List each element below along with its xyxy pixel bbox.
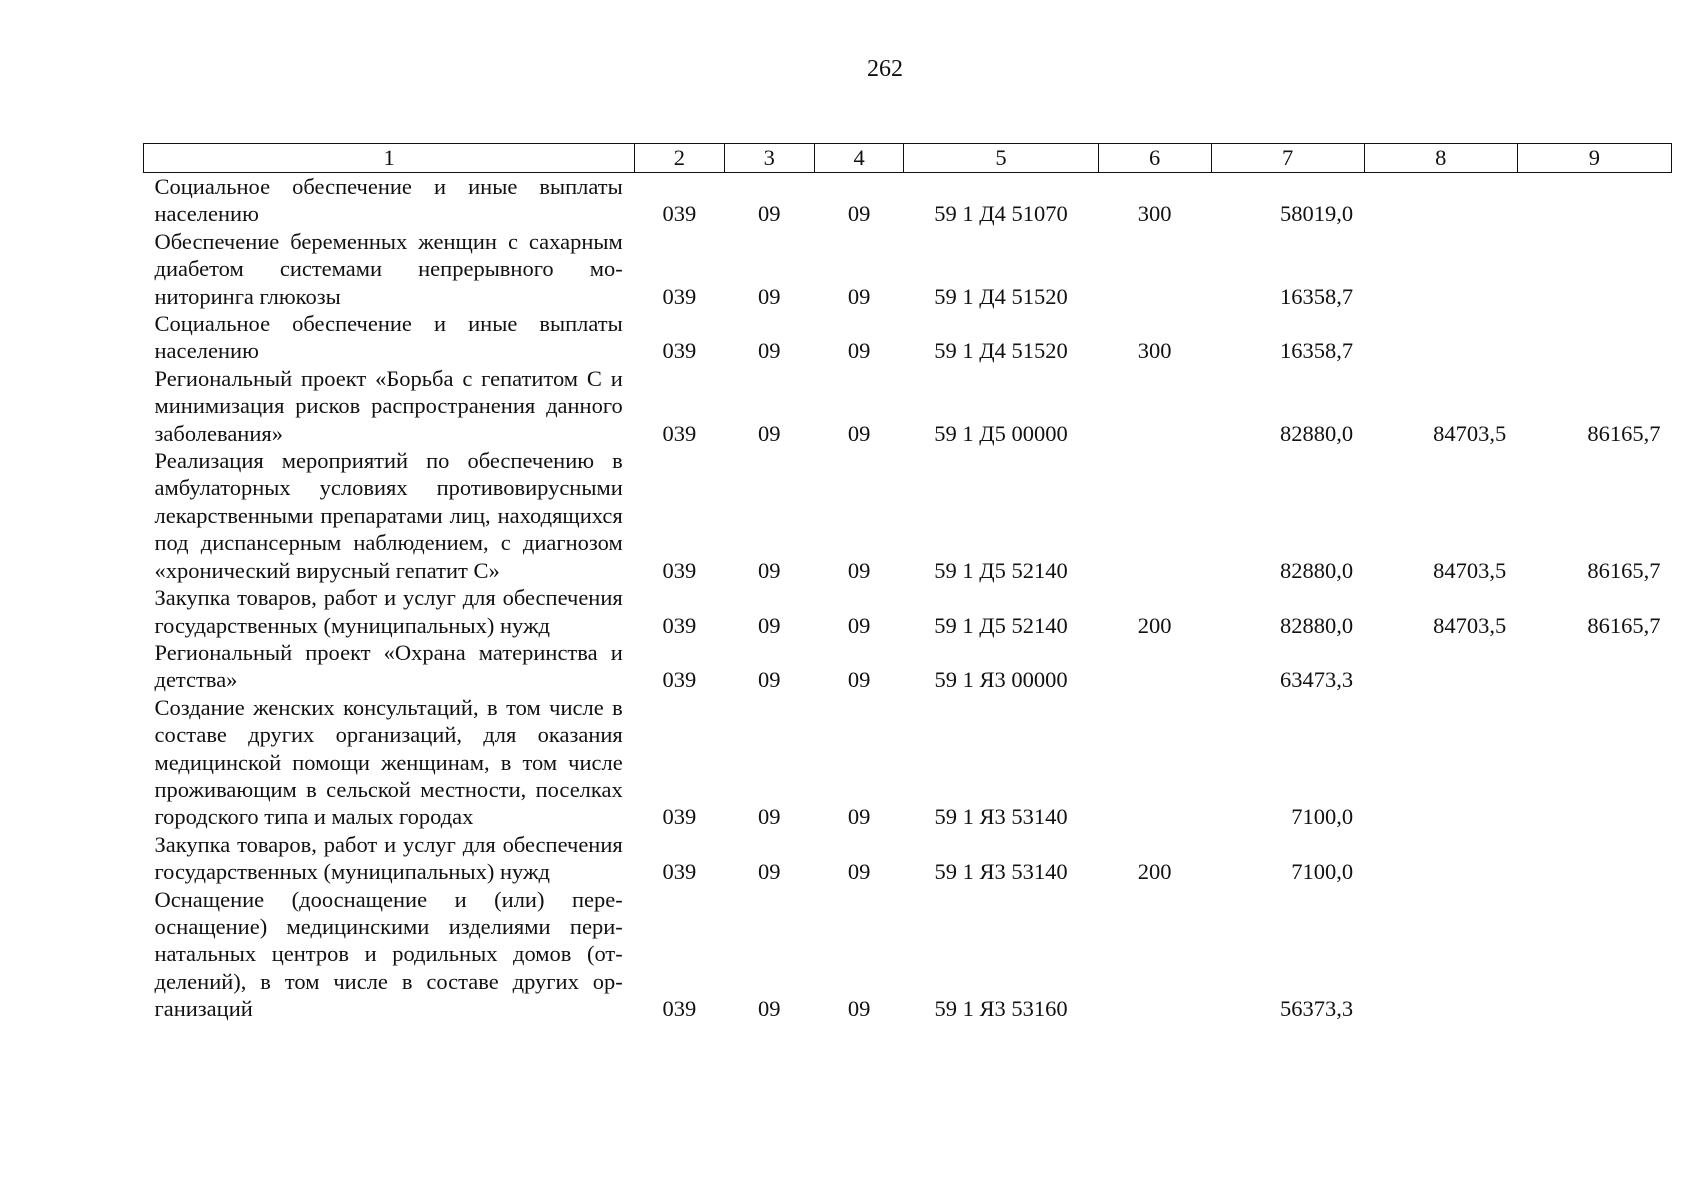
col-header-6: 6 (1098, 144, 1211, 173)
row-amount-7: 7100,0 (1291, 859, 1354, 885)
row-expense-type (1098, 365, 1211, 447)
row-amount-8: 84703,5 (1433, 420, 1507, 446)
row-target-article: 59 1 Я3 53160 (934, 996, 1068, 1022)
row-amount-8 (1364, 886, 1517, 1023)
row-expense-type (1098, 228, 1211, 310)
row-amount-8 (1364, 639, 1517, 694)
row-amount-7: 16358,7 (1280, 338, 1354, 364)
row-expense-type (1098, 694, 1211, 831)
row-expense-type (1098, 886, 1211, 1023)
col-header-2: 2 (635, 144, 724, 173)
row-ministry-code: 039 (662, 996, 697, 1022)
row-subsection: 09 (847, 557, 871, 583)
row-expense-type: 200 (1137, 859, 1172, 885)
row-amount-9: 86165,7 (1587, 612, 1661, 638)
table-row (144, 228, 1672, 310)
row-amount-9: 86165,7 (1587, 420, 1661, 446)
row-subsection: 09 (847, 996, 871, 1022)
table-row (144, 447, 1672, 584)
row-name: Социальное обеспечение и иные выплаты населению (154, 174, 623, 227)
row-amount-7: 82880,0 (1280, 612, 1354, 638)
row-expense-type: 200 (1137, 612, 1172, 638)
row-ministry-code: 039 (662, 283, 697, 309)
row-amount-9: 86165,7 (1587, 557, 1661, 583)
col-header-7: 7 (1211, 144, 1364, 173)
row-name: Обеспечение беременных женщин с сахарным диабетом системами непрерывного мониторинга глюкозы (154, 228, 623, 309)
row-ministry-code: 039 (662, 420, 697, 446)
col-header-9: 9 (1517, 144, 1671, 173)
row-section: 09 (758, 420, 781, 446)
row-subsection: 09 (847, 420, 871, 446)
row-amount-9 (1517, 310, 1671, 365)
row-expense-type (1098, 639, 1211, 694)
row-amount-7: 63473,3 (1280, 667, 1354, 693)
row-amount-7: 7100,0 (1291, 804, 1354, 830)
table-row (144, 639, 1672, 694)
row-section: 09 (758, 283, 781, 309)
row-name: Реализация мероприятий по обеспечению в амбулаторных условиях противовирусными лекарственными препаратами лиц, находящихся под диспансерным наблюдением, с диагнозом «хронический вирусный гепатит С» (154, 448, 623, 583)
row-amount-9 (1517, 228, 1671, 310)
row-name: Социальное обеспечение и иные выплаты населению (154, 311, 623, 364)
row-target-article: 59 1 Д4 51070 (934, 201, 1068, 227)
row-ministry-code: 039 (662, 804, 697, 830)
row-amount-9 (1517, 173, 1671, 228)
table-header-row (144, 144, 1672, 173)
row-name: Оснащение (дооснащение и (или) переоснащение) медицинскими изделиями перинатальных центров и родильных домов (отделений), в том числе в составе других организаций (154, 886, 623, 1022)
row-ministry-code: 039 (662, 612, 697, 638)
row-section: 09 (758, 996, 781, 1022)
row-name: Региональный проект «Охрана материнства и детства» (154, 639, 623, 693)
row-amount-9 (1517, 886, 1671, 1023)
row-subsection: 09 (847, 804, 871, 830)
table-row (144, 584, 1672, 639)
table-row (144, 886, 1672, 1023)
table-row (144, 694, 1672, 831)
row-target-article: 59 1 Д5 52140 (934, 612, 1068, 638)
table-row (144, 310, 1672, 365)
row-amount-8 (1364, 228, 1517, 310)
row-amount-7: 58019,0 (1280, 201, 1354, 227)
row-target-article: 59 1 Д5 00000 (934, 420, 1068, 446)
row-ministry-code: 039 (662, 338, 697, 364)
table-row (144, 831, 1672, 886)
row-subsection: 09 (847, 338, 871, 364)
row-target-article: 59 1 Я3 00000 (934, 667, 1068, 693)
row-amount-8 (1364, 694, 1517, 831)
row-subsection: 09 (847, 283, 871, 309)
row-name: Закупка товаров, работ и услуг для обеспечения государственных (муниципальных) нужд (154, 585, 623, 638)
row-section: 09 (758, 612, 781, 638)
row-amount-7: 16358,7 (1280, 283, 1354, 309)
row-expense-type (1098, 447, 1211, 584)
row-target-article: 59 1 Д5 52140 (934, 557, 1068, 583)
page-number: 262 (867, 56, 903, 82)
row-amount-8: 84703,5 (1433, 557, 1507, 583)
row-amount-7: 56373,3 (1280, 996, 1354, 1022)
row-section: 09 (758, 201, 781, 227)
col-header-4: 4 (814, 144, 903, 173)
row-expense-type: 300 (1137, 338, 1172, 364)
row-name: Закупка товаров, работ и услуг для обеспечения государственных (муниципальных) нужд (154, 831, 623, 885)
row-amount-8 (1364, 310, 1517, 365)
col-header-8: 8 (1364, 144, 1517, 173)
col-header-5: 5 (904, 144, 1099, 173)
budget-table (143, 143, 1672, 1023)
row-ministry-code: 039 (662, 201, 697, 227)
row-amount-9 (1517, 694, 1671, 831)
row-section: 09 (758, 804, 781, 830)
col-header-1: 1 (144, 144, 635, 173)
row-subsection: 09 (847, 612, 871, 638)
row-subsection: 09 (847, 859, 871, 885)
row-section: 09 (758, 557, 781, 583)
row-ministry-code: 039 (662, 557, 697, 583)
row-amount-7: 82880,0 (1280, 557, 1354, 583)
row-name: Создание женских консультаций, в том числе в составе других организаций, для оказания медицинской помощи женщинам, в том числе проживающим в сельской местности, поселках городского типа и малых городах (154, 694, 623, 830)
table-row (144, 365, 1672, 447)
row-target-article: 59 1 Я3 53140 (934, 804, 1068, 830)
row-ministry-code: 039 (662, 859, 697, 885)
row-name: Региональный проект «Борьба с гепатитом С и минимизация рисков распространения данного заболевания» (154, 365, 623, 446)
col-header-3: 3 (724, 144, 814, 173)
row-amount-8: 84703,5 (1433, 612, 1507, 638)
row-expense-type: 300 (1137, 201, 1172, 227)
table-row (144, 173, 1672, 228)
row-target-article: 59 1 Д4 51520 (934, 338, 1068, 364)
row-section: 09 (758, 859, 781, 885)
row-subsection: 09 (847, 201, 871, 227)
row-amount-7: 82880,0 (1280, 420, 1354, 446)
row-section: 09 (758, 338, 781, 364)
row-target-article: 59 1 Д4 51520 (934, 283, 1068, 309)
row-ministry-code: 039 (662, 667, 697, 693)
row-subsection: 09 (847, 667, 871, 693)
row-target-article: 59 1 Я3 53140 (934, 859, 1068, 885)
row-amount-9 (1517, 639, 1671, 694)
row-amount-8 (1364, 831, 1517, 886)
row-section: 09 (758, 667, 781, 693)
row-amount-9 (1517, 831, 1671, 886)
row-amount-8 (1364, 173, 1517, 228)
